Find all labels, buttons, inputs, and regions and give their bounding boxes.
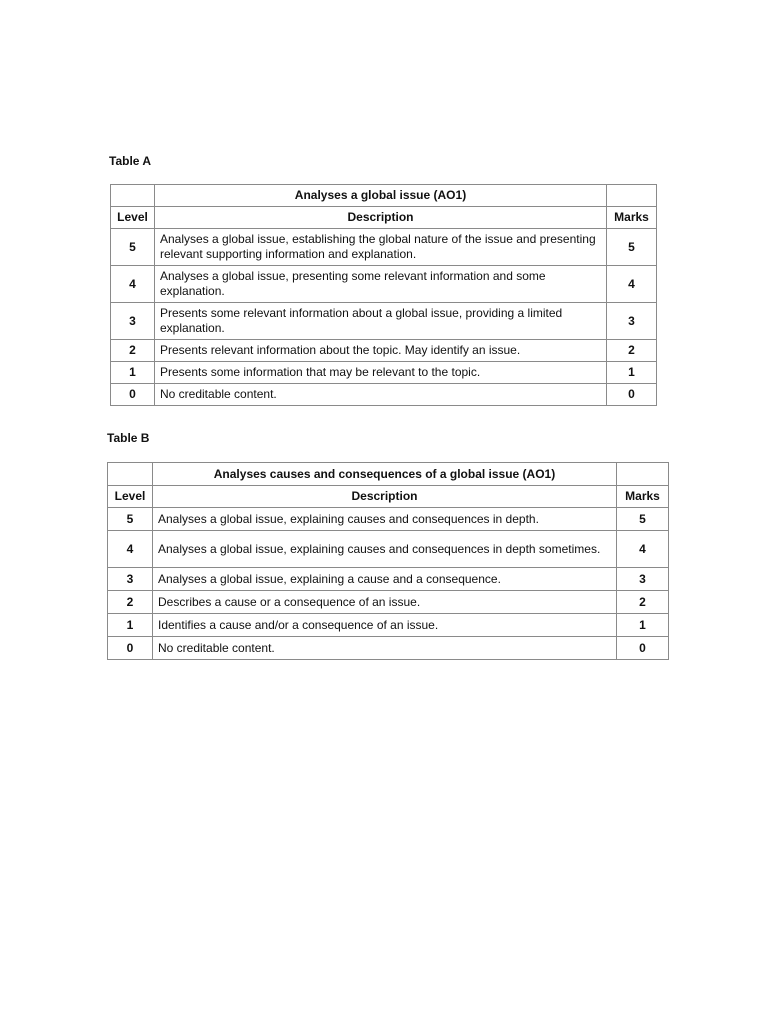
table-row <box>111 340 657 362</box>
table-a <box>110 184 657 406</box>
table-row <box>108 614 669 637</box>
level-cell: 2 <box>108 591 153 614</box>
marks-cell: 5 <box>607 229 657 266</box>
level-cell: 4 <box>111 266 155 303</box>
marks-cell: 0 <box>617 637 669 660</box>
table-a-header-description: Description <box>155 207 607 229</box>
table-row <box>111 229 657 266</box>
table-row <box>108 568 669 591</box>
table-row <box>108 508 669 531</box>
table-b-header-description: Description <box>153 486 617 508</box>
table-b <box>107 462 669 660</box>
level-cell: 0 <box>111 384 155 406</box>
description-cell: No creditable content. <box>155 384 607 406</box>
level-cell: 2 <box>111 340 155 362</box>
level-cell: 3 <box>111 303 155 340</box>
level-cell: 4 <box>108 531 153 568</box>
marks-cell: 0 <box>607 384 657 406</box>
marks-cell: 3 <box>607 303 657 340</box>
marks-cell: 1 <box>607 362 657 384</box>
description-cell: No creditable content. <box>153 637 617 660</box>
table-row <box>111 362 657 384</box>
marks-cell: 2 <box>617 591 669 614</box>
level-cell: 5 <box>111 229 155 266</box>
level-cell: 1 <box>111 362 155 384</box>
marks-cell: 4 <box>617 531 669 568</box>
table-a-header-row <box>111 207 657 229</box>
table-b-header-level: Level <box>108 486 153 508</box>
table-a-header-marks: Marks <box>607 207 657 229</box>
level-cell: 3 <box>108 568 153 591</box>
table-b-banner: Analyses causes and consequences of a global issue (AO1) <box>153 463 617 486</box>
description-cell: Analyses a global issue, presenting some relevant information and some explanation. <box>155 266 607 303</box>
description-cell: Presents some relevant information about a global issue, providing a limited explanation. <box>155 303 607 340</box>
table-a-banner-blank-left <box>111 185 155 207</box>
description-cell: Identifies a cause and/or a consequence of an issue. <box>153 614 617 637</box>
description-cell: Presents some information that may be relevant to the topic. <box>155 362 607 384</box>
table-b-header-marks: Marks <box>617 486 669 508</box>
table-b-header-row <box>108 486 669 508</box>
level-cell: 0 <box>108 637 153 660</box>
description-cell: Analyses a global issue, explaining a cause and a consequence. <box>153 568 617 591</box>
table-a-banner: Analyses a global issue (AO1) <box>155 185 607 207</box>
table-b-title: Table B <box>107 431 150 445</box>
level-cell: 1 <box>108 614 153 637</box>
table-row <box>111 384 657 406</box>
table-a-banner-blank-right <box>607 185 657 207</box>
table-row <box>108 637 669 660</box>
level-cell: 5 <box>108 508 153 531</box>
marks-cell: 5 <box>617 508 669 531</box>
table-row <box>111 266 657 303</box>
marks-cell: 3 <box>617 568 669 591</box>
description-cell: Analyses a global issue, explaining causes and consequences in depth. <box>153 508 617 531</box>
table-a-title: Table A <box>109 154 152 168</box>
table-a-banner-row <box>111 185 657 207</box>
table-b-banner-row <box>108 463 669 486</box>
description-cell: Presents relevant information about the topic. May identify an issue. <box>155 340 607 362</box>
description-cell: Analyses a global issue, explaining causes and consequences in depth sometimes. <box>153 531 617 568</box>
description-cell: Analyses a global issue, establishing the global nature of the issue and presenting relevant supporting information and explanation. <box>155 229 607 266</box>
table-row <box>111 303 657 340</box>
marks-cell: 4 <box>607 266 657 303</box>
table-b-banner-blank-right <box>617 463 669 486</box>
table-b-banner-blank-left <box>108 463 153 486</box>
marks-cell: 1 <box>617 614 669 637</box>
table-row <box>108 591 669 614</box>
table-row <box>108 531 669 568</box>
marks-cell: 2 <box>607 340 657 362</box>
table-a-header-level: Level <box>111 207 155 229</box>
description-cell: Describes a cause or a consequence of an issue. <box>153 591 617 614</box>
